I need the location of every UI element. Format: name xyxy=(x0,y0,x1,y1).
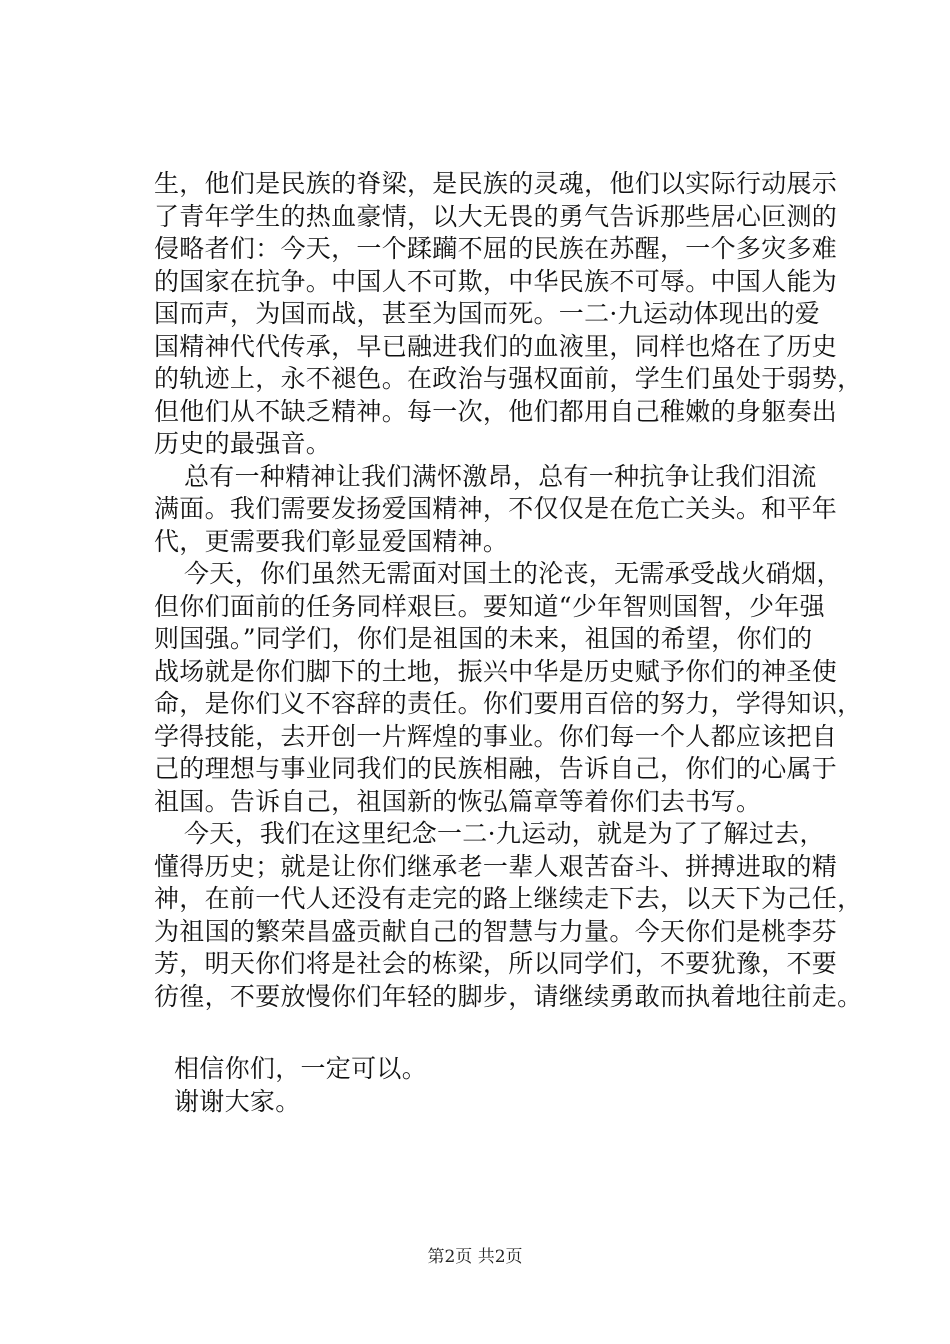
text-line: 历史的最强音。 xyxy=(154,429,332,458)
text-line: 懂得历史；就是让你们继承老一辈人艰苦奋斗、拼搏进取的精 xyxy=(154,851,838,881)
text-line: 满面。我们需要发扬爱国精神，不仅仅是在危亡关头。和平年 xyxy=(154,494,838,523)
text-line: 生，他们是民族的脊梁，是民族的灵魂，他们以实际行动展示 xyxy=(154,169,838,198)
text-line: 祖国。告诉自己，祖国新的恢弘篇章等着你们去书写。 xyxy=(154,786,762,816)
text-line: 国精神代代传承，早已融进我们的血液里，同样也烙在了历史 xyxy=(154,331,838,361)
text-line: 神，在前一代人还没有走完的路上继续走下去，以天下为己任， xyxy=(154,884,863,913)
page-footer: 第2页 共2页 xyxy=(427,1247,523,1267)
text-line: 侵略者们：今天，一个蹂躏不屈的民族在苏醒，一个多灾多难 xyxy=(154,234,838,263)
paragraph-start-line: 今天，我们在这里纪念一二·九运动，就是为了了解过去， xyxy=(184,819,825,848)
closing-line: 谢谢大家。 xyxy=(174,1086,301,1116)
closing-line: 相信你们，一定可以。 xyxy=(174,1054,428,1083)
text-line: 己的理想与事业同我们的民族相融，告诉自己，你们的心属于 xyxy=(154,754,838,783)
text-line: 了青年学生的热血豪情，以大无畏的勇气告诉那些居心叵测的 xyxy=(154,201,838,231)
text-line: 国而声，为国而战，甚至为国而死。一二·九运动体现出的爱 xyxy=(154,299,821,328)
text-line: 彷徨，不要放慢你们年轻的脚步，请继续勇敢而执着地往前走。 xyxy=(154,981,863,1011)
text-line: 芳，明天你们将是社会的栋梁，所以同学们，不要犹豫，不要 xyxy=(154,949,838,978)
text-line: 的轨迹上，永不褪色。在政治与强权面前，学生们虽处于弱势， xyxy=(154,364,863,393)
text-line: 为祖国的繁荣昌盛贡献自己的智慧与力量。今天你们是桃李芬 xyxy=(154,916,838,946)
text-line: 则国强。”同学们，你们是祖国的未来，祖国的希望，你们的 xyxy=(154,624,813,653)
paragraph-start-line: 今天，你们虽然无需面对国土的沦丧，无需承受战火硝烟， xyxy=(184,559,842,588)
text-line: 命，是你们义不容辞的责任。你们要用百倍的努力，学得知识， xyxy=(154,689,863,718)
text-line: 的国家在抗争。中国人不可欺，中华民族不可辱。中国人能为 xyxy=(154,266,838,296)
text-line: 战场就是你们脚下的土地，振兴中华是历史赋予你们的神圣使 xyxy=(154,656,838,686)
paragraph-gap xyxy=(154,1013,854,1053)
document-body xyxy=(154,168,863,1118)
text-line: 但你们面前的任务同样艰巨。要知道“少年智则国智，少年强 xyxy=(154,591,825,621)
text-line: 学得技能，去开创一片辉煌的事业。你们每一个人都应该把自 xyxy=(154,721,838,751)
text-line: 但他们从不缺乏精神。每一次，他们都用自己稚嫩的身躯奏出 xyxy=(154,396,838,426)
paragraph-start-line: 总有一种精神让我们满怀激昂，总有一种抗争让我们泪流 xyxy=(184,461,817,491)
text-line: 代，更需要我们彰显爱国精神。 xyxy=(154,526,509,556)
